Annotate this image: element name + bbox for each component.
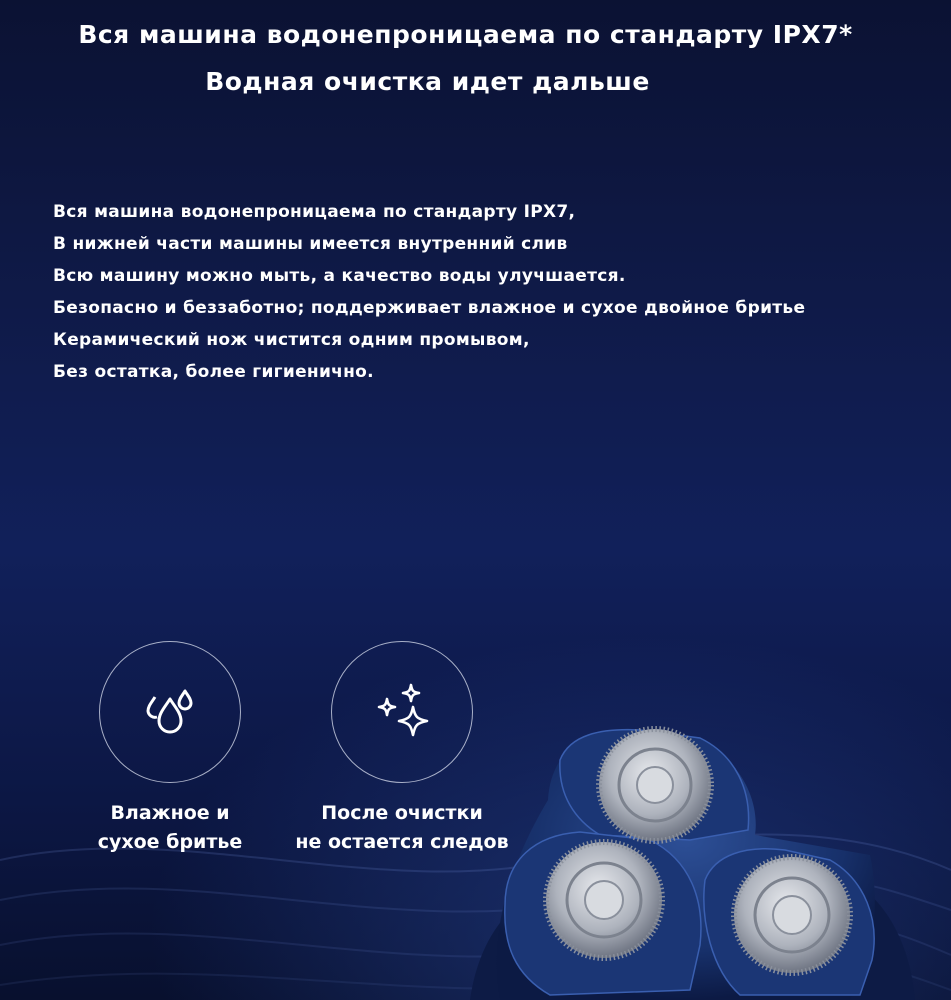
- description-line: Керамический нож чистится одним промывом,: [53, 330, 530, 350]
- page-subtitle: Водная очистка идет дальше: [205, 67, 650, 96]
- description-line: В нижней части машины имеется внутренний слив: [53, 234, 568, 254]
- feature-label: Влажное и: [110, 802, 230, 824]
- cutter-foil: [599, 729, 711, 841]
- feature-label: не остается следов: [295, 831, 509, 853]
- feature-no-traces: [272, 641, 532, 857]
- feature-wet-dry: [40, 641, 300, 857]
- page-title: Вся машина водонепроницаема по стандарту IPX7*: [78, 20, 853, 49]
- description-line: Безопасно и беззаботно; поддерживает влажное и сухое двойное бритье: [53, 298, 806, 318]
- description-line: Вся машина водонепроницаема по стандарту IPX7,: [53, 202, 576, 222]
- feature-icon-ring: [331, 641, 473, 783]
- cutter-foil: [734, 857, 850, 973]
- water-drops-icon: [135, 677, 205, 747]
- feature-icon-ring: [99, 641, 241, 783]
- feature-label: После очистки: [321, 802, 483, 824]
- cutter-foil: [546, 842, 662, 958]
- sparkles-icon: [367, 677, 437, 747]
- feature-label: сухое бритье: [97, 831, 243, 853]
- description-line: Без остатка, более гигиенично.: [53, 362, 374, 382]
- description-line: Всю машину можно мыть, а качество воды улучшается.: [53, 266, 626, 286]
